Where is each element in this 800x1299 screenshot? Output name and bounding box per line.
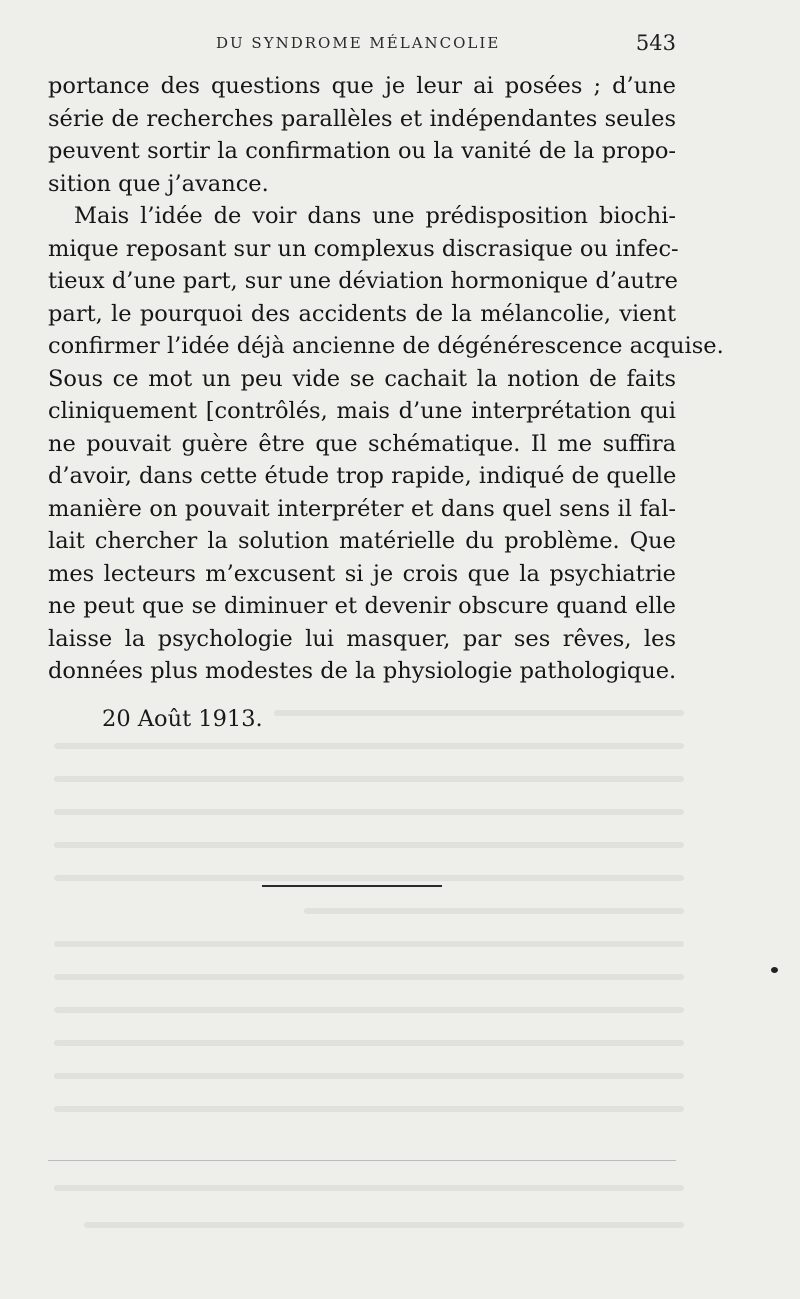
bleed-through-line — [44, 997, 684, 1023]
bleed-through-line — [44, 799, 684, 825]
body-text — [48, 70, 724, 688]
bleed-through-line — [44, 700, 684, 726]
text-line: ne pouvait guère être que schématique. Il me suffira — [48, 430, 676, 457]
text-line: Sous ce mot un peu vide se cachait la notion de faits — [48, 365, 676, 392]
text-line: cliniquement [contrôlés, mais d’une interprétation qui — [48, 398, 676, 424]
text-line: lait chercher la solution matérielle du problème. Que — [48, 528, 676, 554]
bleed-through-line — [44, 1063, 684, 1089]
text-line: confirmer l’idée déjà ancienne de dégénérescence acquise. — [48, 333, 724, 359]
text-line: ne peut que se diminuer et devenir obscure quand elle — [48, 593, 676, 619]
bleed-through-line — [44, 865, 684, 891]
bleed-through-line — [44, 1030, 684, 1056]
text-line: sition que j’avance. — [48, 170, 269, 197]
text-line: manière on pouvait interpréter et dans quel sens il fal- — [48, 495, 676, 522]
text-line: série de recherches parallèles et indépendantes seules — [48, 105, 676, 132]
text-line: tieux d’une part, sur une déviation hormonique d’autre — [48, 268, 678, 294]
bleed-through-line — [44, 898, 684, 924]
bleed-through-line — [44, 733, 684, 759]
page-number: 543 — [635, 31, 676, 55]
page-header — [48, 31, 676, 58]
bleed-through-line — [44, 766, 684, 792]
text-line: données plus modestes de la physiologie pathologique. — [48, 658, 677, 684]
text-line: mes lecteurs m’excusent si je crois que la psychiatrie — [48, 560, 676, 587]
date-line: 20 Août 1913. — [102, 706, 263, 732]
paragraph — [48, 200, 724, 688]
text-line: part, le pourquoi des accidents de la mélancolie, vient — [48, 300, 676, 327]
text-line: laisse la psychologie lui masquer, par ses rêves, les — [48, 625, 676, 652]
text-line: Mais l’idée de voir dans une prédisposition biochi- — [74, 203, 676, 229]
bleed-through-line — [44, 964, 684, 990]
bleed-through-line — [44, 1212, 684, 1238]
running-head: DU SYNDROME MÉLANCOLIE — [216, 34, 501, 52]
text-line: mique reposant sur un complexus discrasique ou infec- — [48, 235, 679, 262]
bleed-through-line — [44, 1175, 684, 1201]
bleed-through-line — [44, 832, 684, 858]
bleed-through-line — [44, 1096, 684, 1122]
text-line: peuvent sortir la confirmation ou la vanité de la propo- — [48, 138, 676, 164]
ink-speck — [771, 967, 778, 973]
text-line: d’avoir, dans cette étude trop rapide, indiqué de quelle — [48, 463, 677, 489]
paragraph — [48, 70, 676, 200]
text-line: portance des questions que je leur ai posées ; d’une — [48, 73, 676, 99]
bleed-through-rule — [48, 1160, 676, 1161]
bleed-through-line — [44, 931, 684, 957]
